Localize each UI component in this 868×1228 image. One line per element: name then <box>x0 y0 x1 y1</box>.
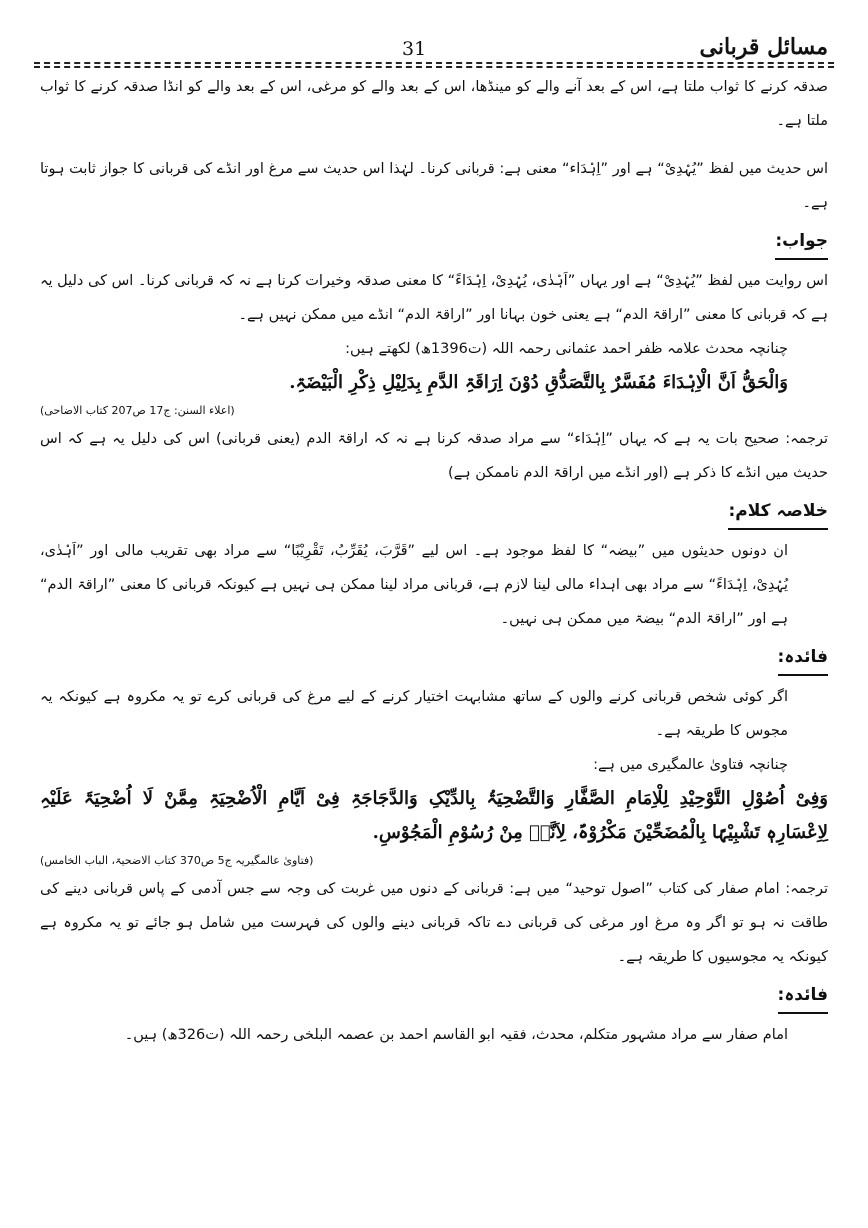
header-divider-secondary <box>34 66 834 68</box>
paragraph-6: ان دونوں حدیثوں میں ”بیضہ“ کا لفظ موجود ہے۔ اس لیے ”قَرَّبَ، یُقَرِّبُ، تَقْرِیْبًا“ سے مراد بھی تقریب مالی اور ”اَہْدٰی، یُہْدِیْ، اِہْدَاءً“ سے مراد بھی اہداء مالی لینا لازم ہے، قربانی مراد لینا ممکن ہی نہیں ہے کیونکہ قربانی کا معنی ”اراقۃ الدم“ ہے اور ”اراقۃ الدم“ بیضۃ میں ممکن ہی نہیں۔ <box>40 543 788 627</box>
heading-benefit-2-wrap <box>40 974 828 1018</box>
paragraph-3: اس روایت میں لفظ ”یُہْدِیْ“ ہے اور یہاں ”اَہْدٰی، یُہْدِیْ، اِہْدَاءً“ کا معنی صدقہ وخیرات کرنا ہے نہ کہ قربانی کرنا۔ اس کی دلیل یہ ہے کہ قربانی کا معنی ”اراقۃ الدم“ ہے یعنی خون بہانا اور ”اراقۃ الدم“ انڈے میں ممکن نہیں ہے۔ <box>40 273 828 323</box>
heading-answer: جواب: <box>775 224 828 260</box>
header-divider <box>34 62 834 64</box>
reference-1: (اعلاء السنن: ج17 ص207 کتاب الاضاحی) <box>40 404 235 417</box>
reference-2: (فتاویٰ عالمگیریہ ج5 ص370 کتاب الاضحیۃ، الباب الخامس) <box>40 854 314 867</box>
heading-answer-wrap <box>40 220 828 264</box>
paragraph-10: امام صفار سے مراد مشہور متکلم، محدث، فقیہ ابو القاسم احمد بن عصمہ البلخی رحمہ اللہ (ت326ھ) ہیں۔ <box>124 1027 788 1043</box>
paragraph-5-translation: ترجمہ: صحیح بات یہ ہے کہ یہاں ”اِہْدَاء“ سے مراد صدقہ کرنا ہے نہ کہ اراقۃ الدم (یعنی قربانی) اس کی دلیل یہ ہے کہ اس حدیث میں انڈے کا ذکر ہے (اور انڈے میں اراقۃ الدم ناممکن ہے) <box>40 431 828 481</box>
arabic-quote-2: وَفِیْ اُصُوْلِ التَّوْحِیْدِ لِلْاِمَامِ الصَّفَّارِ وَالتَّضْحِیَۃُ بِالدِّیْکِ وَالدَّجَاجَۃِ فِیْ اَیَّامِ الْاُضْحِیَۃِ مِمَّنْ لَا اُضْحِیَۃَ عَلَیْہِ لِاِعْسَارِہٖ تَشْبِیْہًا بِالْمُضَحِّیْنَ مَکْرُوْہٌ، لِاَنَّہٗ مِنْ رُسُوْمِ الْمَجُوْسِ. <box>40 788 828 843</box>
paragraph-8: چنانچہ فتاویٰ عالمگیری میں ہے: <box>593 757 788 773</box>
page-number: 31 <box>402 38 427 60</box>
heading-benefit-1: فائدہ: <box>778 640 828 676</box>
heading-benefit-2: فائدہ: <box>778 978 828 1014</box>
spacer <box>40 138 828 152</box>
heading-benefit-1-wrap <box>40 636 828 680</box>
paragraph-2: اس حدیث میں لفظ ”یُہْدِیْ“ ہے اور ”اِہْدَاء“ معنی ہے: قربانی کرنا۔ لہٰذا اس حدیث سے مرغ اور انڈے کی قربانی کا جواز ثابت ہوتا ہے۔ <box>40 161 828 211</box>
running-header-title: مسائل قربانی <box>699 34 828 60</box>
paragraph-1: صدقہ کرنے کا ثواب ملتا ہے، اس کے بعد آنے والے کو مینڈھا، اس کے بعد والے کو مرغی، اس کے بعد والے کو انڈا صدقہ کرنے کا ثواب ملتا ہے۔ <box>40 79 828 129</box>
arabic-quote-1: وَالْحَقُّ اَنَّ الْاِہْدَاءَ مُفَسَّرٌ بِالتَّصَدُّقِ دُوْنَ اِرَاقَۃِ الدَّمِ بِدَلِیْلِ ذِکْرِ الْبَیْضَۃِ. <box>289 372 788 393</box>
paragraph-4: چنانچہ محدث علامہ ظفر احمد عثمانی رحمہ اللہ (ت1396ھ) لکھتے ہیں: <box>345 341 788 357</box>
paragraph-9-translation: ترجمہ: امام صفار کی کتاب ”اصول توحید“ میں ہے: قربانی کے دنوں میں غربت کی وجہ سے جس آدمی کے پاس قربانی دینے کی طاقت نہ ہو تو اگر وہ مرغ اور مرغی کی قربانی دے تاکہ قربانی دینے والوں کی فہرست میں شامل ہو جائے تو یہ مکروہ ہے کیونکہ یہ مجوسیوں کا طریقہ ہے۔ <box>40 881 828 965</box>
paragraph-7: اگر کوئی شخص قربانی کرنے والوں کے ساتھ مشابہت اختیار کرنے کے لیے مرغ کی قربانی کرے تو یہ مکروہ ہے کیونکہ یہ مجوس کا طریقہ ہے۔ <box>40 689 788 739</box>
heading-summary: خلاصہ کلام: <box>728 494 828 530</box>
page-body <box>40 70 828 1210</box>
heading-summary-wrap <box>40 490 828 534</box>
